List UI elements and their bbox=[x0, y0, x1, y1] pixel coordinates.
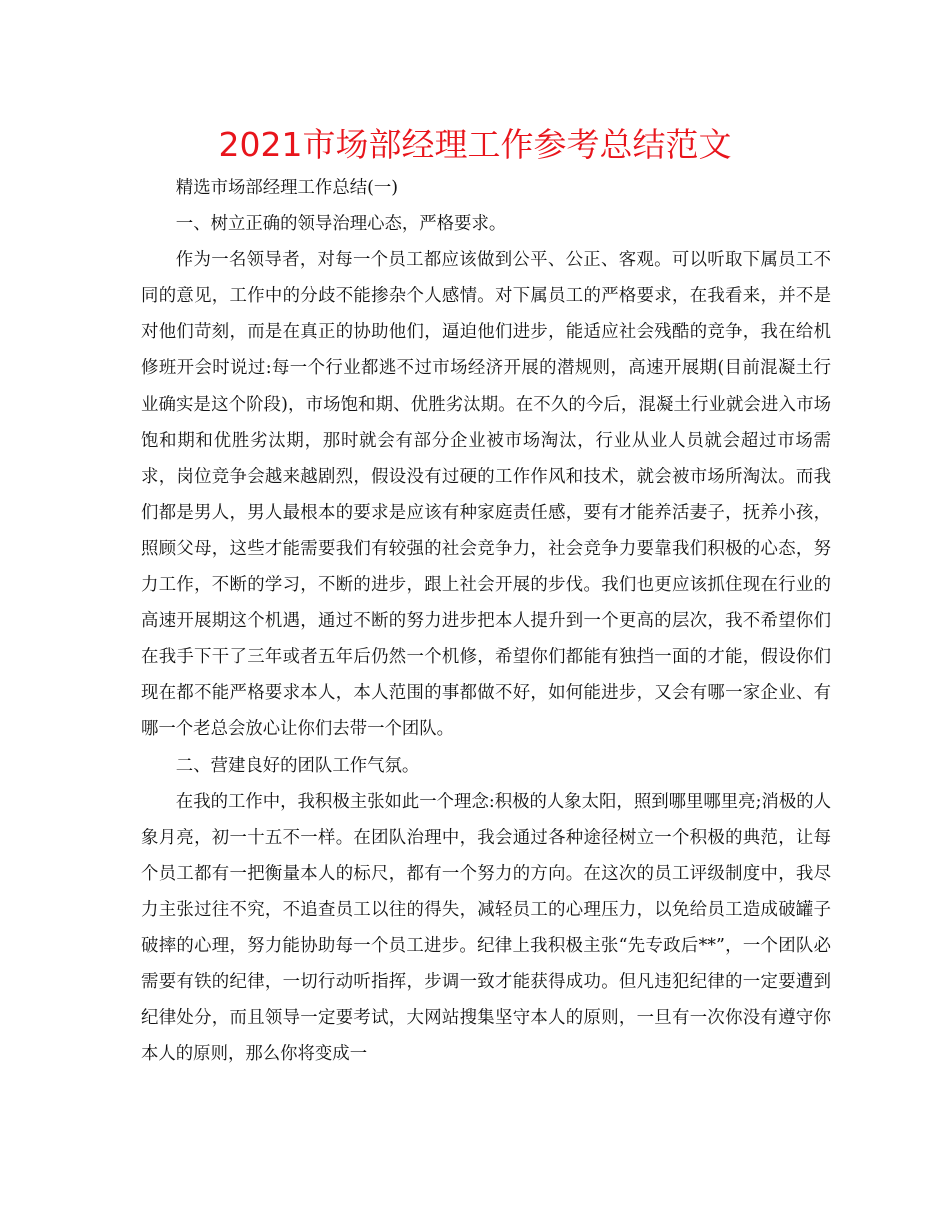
body-paragraph: 在我的工作中，我积极主张如此一个理念:积极的人象太阳，照到哪里哪里亮;消极的人象月亮，初一十五不一样。在团队治理中，我会通过各种途径树立一个积极的典范，让每个员工都有一把衡量本人的标尺，都有一个努力的方向。在这次的员工评级制度中，我尽力主张过往不究，不追查员工以往的得失，减轻员工的心理压力，以免给员工造成破罐子破摔的心理，努力能协助每一个员工进步。纪律上我积极主张“先专政后**”，一个团队必需要有铁的纪律，一切行动听指挥，步调一致才能获得成功。但凡违犯纪律的一定要遭到纪律处分，而且领导一定要考试，大网站搜集坚守本人的原则，一旦有一次你没有遵守你本人的原则，那么你将变成一 bbox=[141, 791, 831, 1065]
document-title: 2021市场部经理工作参考总结范文 bbox=[218, 125, 732, 164]
body-paragraph: 作为一名领导者，对每一个员工都应该做到公平、公正、客观。可以听取下属员工不同的意见，工作中的分歧不能掺杂个人感情。对下属员工的严格要求，在我看来，并不是对他们苛刻，而是在真正的协助他们，逼迫他们进步，能适应社会残酷的竞争，我在给机修班开会时说过:每一个行业都逃不过市场经济开展的潜规则，高速开展期(目前混凝土行业确实是这个阶段)，市场饱和期、优胜劣汰期。在不久的今后，混凝土行业就会进入市场饱和期和优胜劣汰期，那时就会有部分企业被市场淘汰，行业从业人员就会超过市场需求，岗位竞争会越来越剧烈，假设没有过硬的工作作风和技术，就会被市场所淘汰。而我们都是男人，男人最根本的要求是应该有种家庭责任感，要有才能养活妻子，抚养小孩，照顾父母，这些才能需要我们有较强的社会竞争力，社会竞争力要靠我们积极的心态，努力工作，不断的学习，不断的进步，跟上社会开展的步伐。我们也更应该抓住现在行业的高速开展期这个机遇，通过不断的努力进步把本人提升到一个更高的层次，我不希望你们在我手下干了三年或者五年后仍然一个机修，希望你们都能有独挡一面的才能，假设你们现在都不能严格要求本人，本人范围的事都做不好，如何能进步，又会有哪一家企业、有哪一个老总会放心让你们去带一个团队。 bbox=[141, 250, 831, 740]
section-heading-intro: 精选市场部经理工作总结(一) bbox=[175, 178, 399, 198]
document-body bbox=[141, 170, 831, 1072]
section-heading-two: 二、营建良好的团队工作气氛。 bbox=[175, 755, 420, 776]
section-heading-one: 一、树立正确的领导治理心态，严格要求。 bbox=[175, 214, 507, 235]
